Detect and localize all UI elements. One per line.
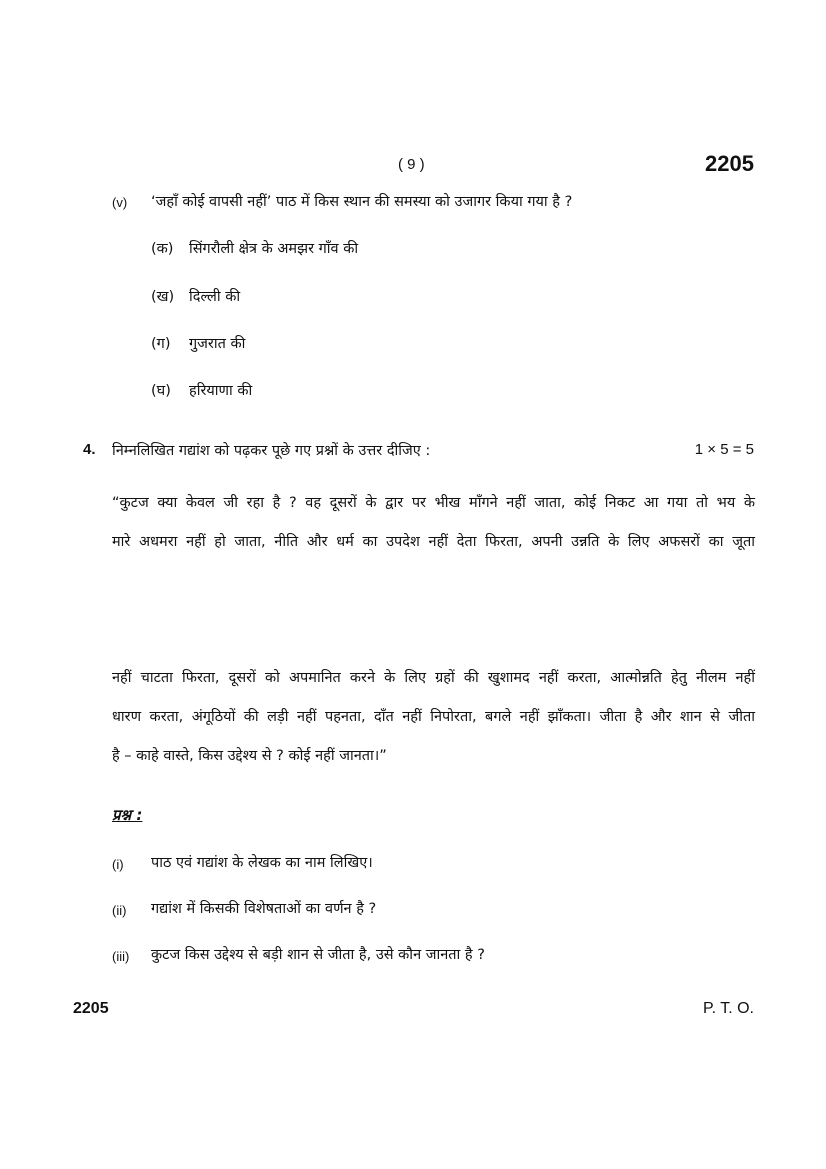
sub-question-text: पाठ एवं गद्यांश के लेखक का नाम लिखिए। <box>151 855 373 871</box>
option-label: (ग) <box>151 336 171 352</box>
option-text: सिंगरौली क्षेत्र के अमझर गाँव की <box>189 241 359 257</box>
sub-question-number: (ii) <box>112 903 127 918</box>
question-4-instruction: निम्नलिखित गद्यांश को पढ़कर पूछे गए प्रश्नों के उत्तर दीजिए : <box>112 443 431 459</box>
question-4-number: 4. <box>83 441 96 458</box>
passage-line: है – काहे वास्ते, किस उद्देश्य से ? कोई नहीं जानता।” <box>112 748 387 764</box>
marks: 1 × 5 = 5 <box>694 441 754 458</box>
sub-question-number: (i) <box>112 857 124 872</box>
page-number: ( 9 ) <box>398 156 425 173</box>
passage-line: नहीं चाटता फिरता, दूसरों को अपमानित करने के लिए ग्रहों की खुशामद नहीं करता, आत्मोन्नति हेतु नीलम नहीं <box>112 670 755 686</box>
passage-line: मारे अधमरा नहीं हो जाता, नीति और धर्म का उपदेश नहीं देता फिरता, अपनी उन्नति के लिए अफसरों का जूता <box>112 534 755 550</box>
pto-label: P. T. O. <box>703 1000 754 1017</box>
question-v-text: ‘जहाँ कोई वापसी नहीं’ पाठ में किस स्थान की समस्या को उजागर किया गया है ? <box>151 194 573 210</box>
option-label: (घ) <box>151 383 171 399</box>
sub-question-number: (iii) <box>112 949 130 964</box>
question-v-number: (v) <box>112 195 128 210</box>
paper-code-header: 2205 <box>705 151 754 176</box>
sub-question-text: कुटज किस उद्देश्य से बड़ी शान से जीता है, उसे कौन जानता है ? <box>151 947 485 963</box>
option-text: हरियाणा की <box>189 383 253 399</box>
option-label: (ख) <box>151 289 175 305</box>
passage-line: “कुटज क्या केवल जी रहा है ? वह दूसरों के द्वार पर भीख माँगने नहीं जाता, कोई निकट आ गया तो भय के <box>112 495 755 511</box>
passage-line: धारण करता, अंगूठियों की लड़ी नहीं पहनता, दाँत नहीं निपोरता, बगले नहीं झाँकता। जीता है और शान से जीता <box>112 709 755 725</box>
option-text: गुजरात की <box>189 336 246 352</box>
sub-question-text: गद्यांश में किसकी विशेषताओं का वर्णन है ? <box>151 901 377 917</box>
option-text: दिल्ली की <box>189 289 241 305</box>
paper-code-footer: 2205 <box>73 1000 109 1017</box>
questions-heading: प्रश्न : <box>112 806 143 824</box>
option-label: (क) <box>151 241 174 257</box>
